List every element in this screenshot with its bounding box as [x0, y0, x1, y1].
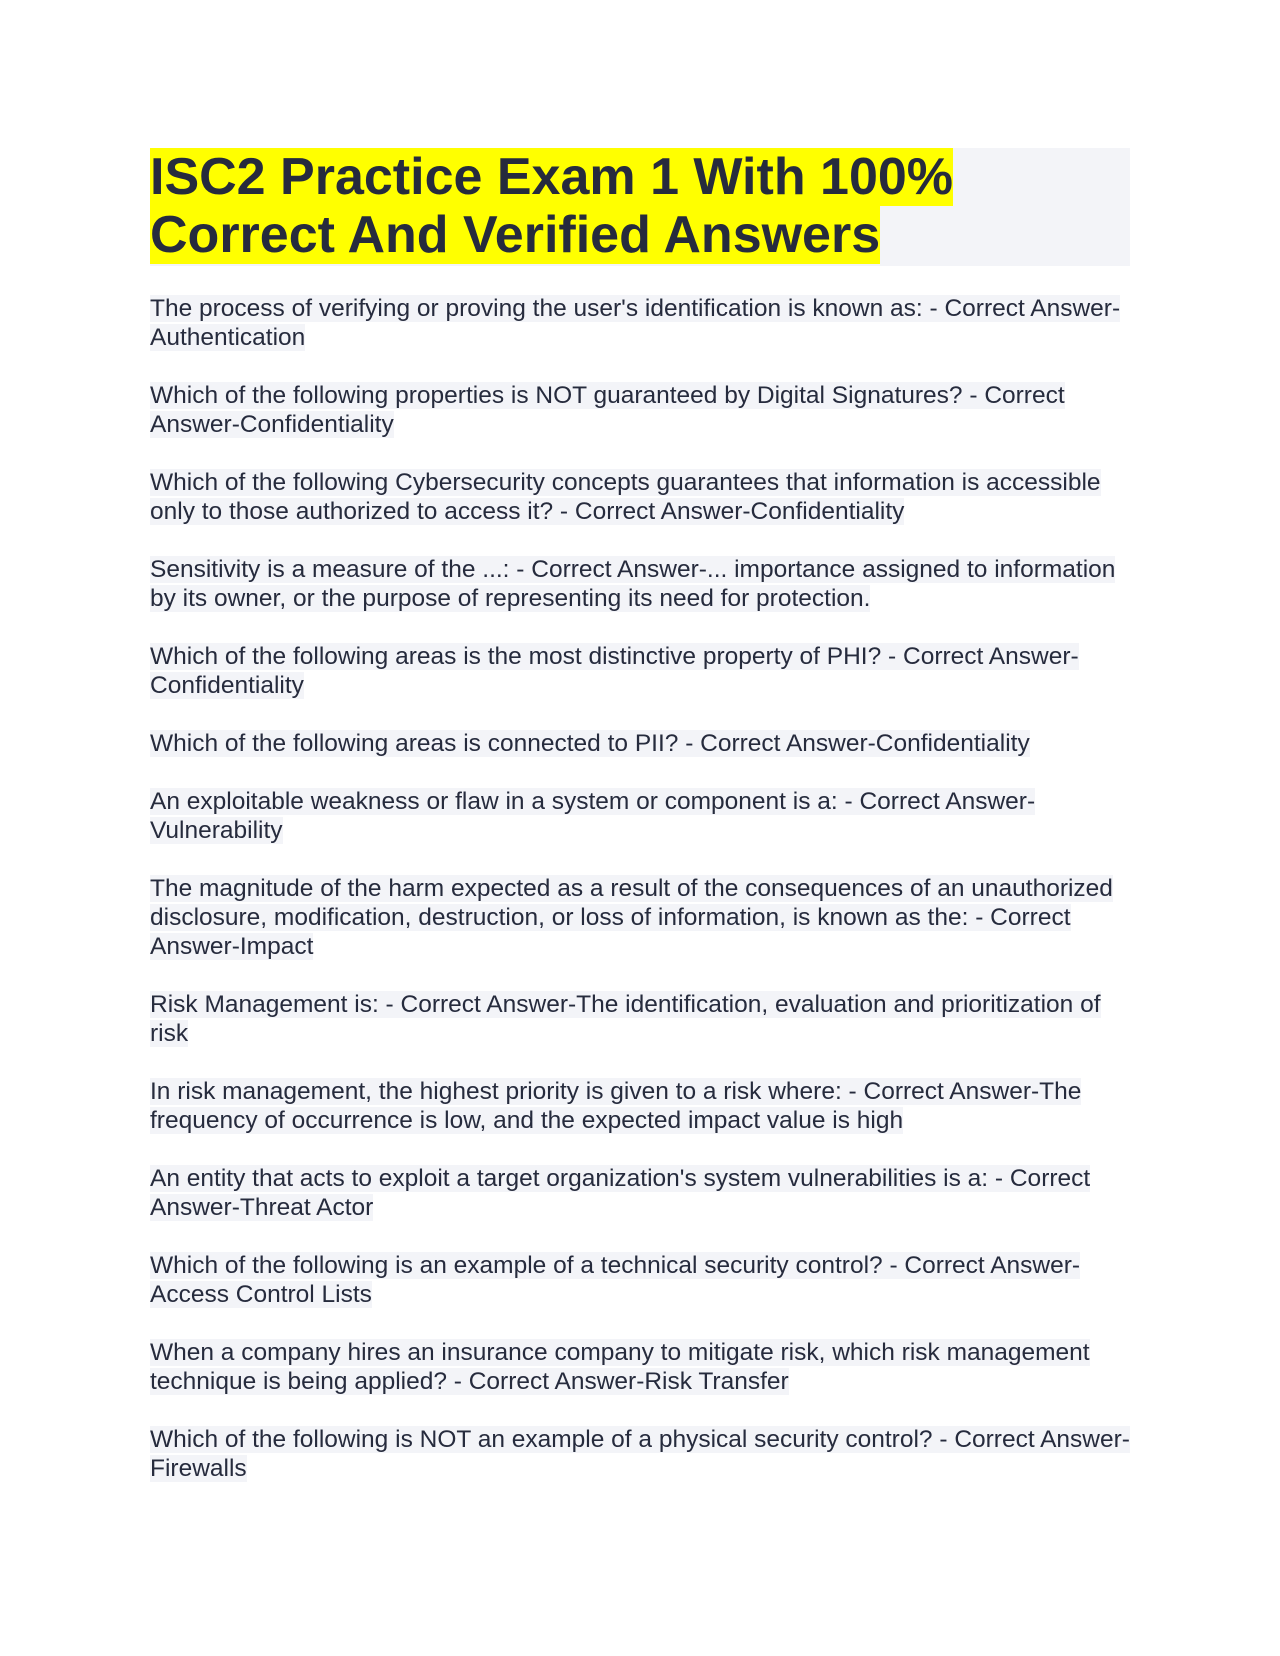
qa-item	[150, 1077, 1140, 1135]
qa-text: Which of the following areas is the most distinctive property of PHI? - Correct Answer-Confidentiality	[150, 643, 1079, 699]
qa-text: Sensitivity is a measure of the ...: - Correct Answer-... importance assigned to information by its owner, or the purpose of representing its need for protection.	[150, 556, 1116, 612]
qa-text: When a company hires an insurance company to mitigate risk, which risk management technique is being applied? - Correct Answer-Risk Transfer	[150, 1339, 1090, 1395]
qa-item	[150, 729, 1140, 758]
qa-text: Which of the following areas is connected to PII? - Correct Answer-Confidentiality	[150, 730, 1030, 757]
qa-text: An entity that acts to exploit a target organization's system vulnerabilities is a: - Correct Answer-Threat Actor	[150, 1165, 1091, 1221]
qa-item	[150, 990, 1140, 1048]
qa-text: Risk Management is: - Correct Answer-The identification, evaluation and prioritization of risk	[150, 991, 1101, 1047]
qa-text: The magnitude of the harm expected as a result of the consequences of an unauthorized disclosure, modification, destruction, or loss of information, is known as the: - Correct Answer-Impact	[150, 875, 1113, 960]
qa-item	[150, 294, 1140, 352]
qa-text: Which of the following is NOT an example of a physical security control? - Correct Answer-Firewalls	[150, 1426, 1130, 1482]
document-title	[150, 148, 1130, 264]
qa-text: An exploitable weakness or flaw in a system or component is a: - Correct Answer-Vulnerability	[150, 788, 1036, 844]
title-block	[150, 148, 1130, 266]
qa-item	[150, 381, 1140, 439]
qa-item	[150, 1425, 1140, 1483]
qa-item	[150, 642, 1140, 700]
qa-item	[150, 787, 1140, 845]
qa-list	[150, 294, 1140, 1512]
qa-text: Which of the following Cybersecurity concepts guarantees that information is accessible only to those authorized to access it? - Correct Answer-Confidentiality	[150, 469, 1101, 525]
qa-item	[150, 1251, 1140, 1309]
qa-text: Which of the following is an example of a technical security control? - Correct Answer-Access Control Lists	[150, 1252, 1081, 1308]
qa-item	[150, 468, 1140, 526]
qa-item	[150, 555, 1140, 613]
qa-item	[150, 1338, 1140, 1396]
qa-item	[150, 874, 1140, 961]
qa-item	[150, 1164, 1140, 1222]
qa-text: Which of the following properties is NOT guaranteed by Digital Signatures? - Correct Answer-Confidentiality	[150, 382, 1065, 438]
qa-text: In risk management, the highest priority is given to a risk where: - Correct Answer-The frequency of occurrence is low, and the expected impact value is high	[150, 1078, 1082, 1134]
qa-text: The process of verifying or proving the user's identification is known as: - Correct Answer-Authentication	[150, 295, 1121, 351]
title-highlight: ISC2 Practice Exam 1 With 100% Correct And Verified Answers	[150, 148, 954, 264]
